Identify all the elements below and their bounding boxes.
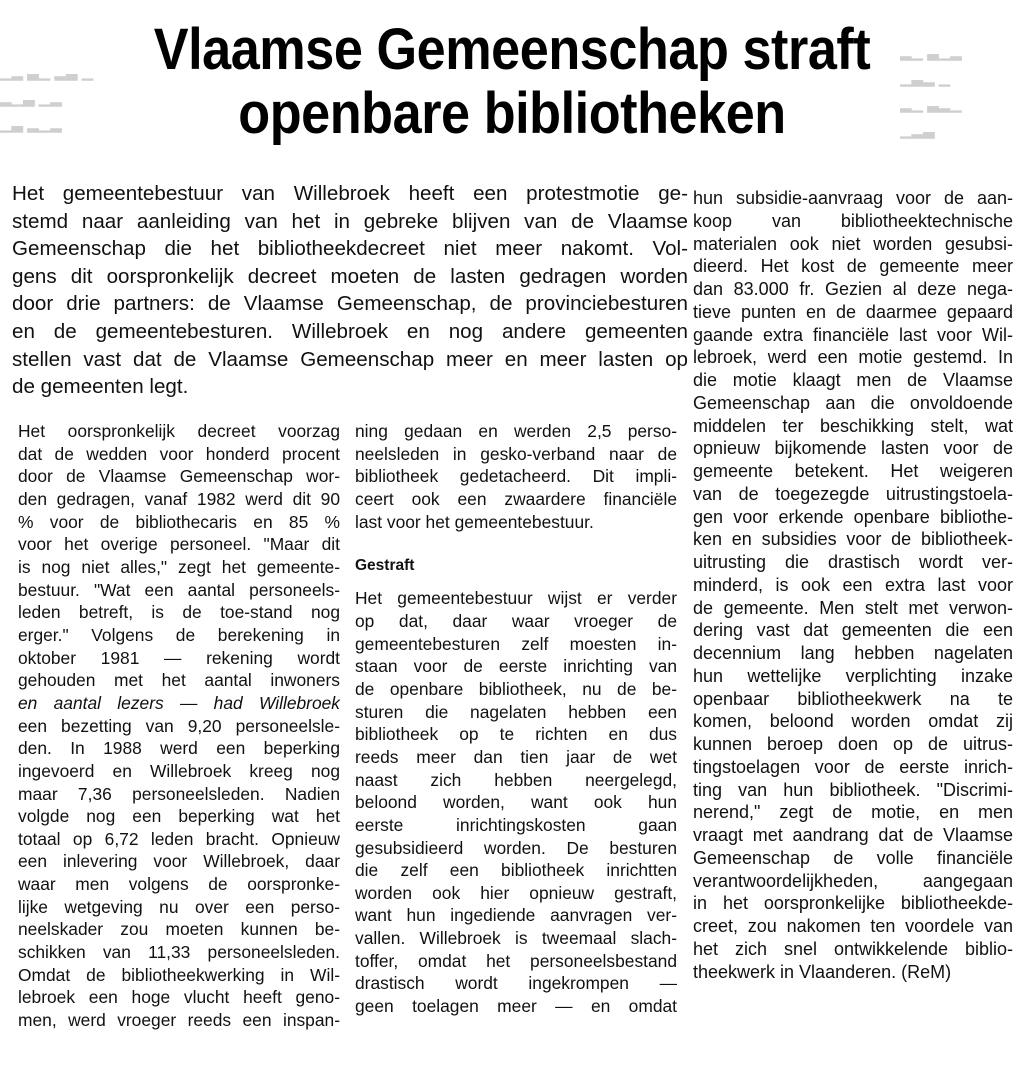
body-line: vallen. Willebroek is tweemaal slach- <box>355 928 677 949</box>
body-line: komen, beloond worden omdat zij <box>693 711 1013 732</box>
body-line: bestuur. "Wat een aantal personeels- <box>18 579 340 600</box>
body-line: een inlevering voor Willebroek, daar <box>18 851 340 872</box>
body-line: neelsleden in gesko-verband naar de <box>355 443 677 464</box>
body-line: openbaar bibliotheekwerk na te <box>693 688 1013 709</box>
body-line: gemeentebesturen zelf moesten in- <box>355 633 677 654</box>
body-line: kunnen beroep doen op de uitrus- <box>693 734 1013 754</box>
body-line: en aantal lezers — had Willebroek <box>18 692 340 713</box>
body-line: creet, zou nakomen ten voordele van <box>693 916 1013 936</box>
body-line: leden betreft, is de toe-stand nog <box>18 602 340 623</box>
body-line: Omdat de bibliotheekwerking in Wil- <box>18 964 340 985</box>
body-line: toffer, omdat het personeelsbestand <box>355 950 677 971</box>
lead-line: door drie partners: de Vlaamse Gemeenschap, de provinciebesturen <box>12 292 688 316</box>
body-line: lebroek, werd een motie gestemd. In <box>693 347 1013 368</box>
body-line: dan 83.000 fr. Gezien al deze nega- <box>693 279 1013 299</box>
body-line: volgde nog een beperking wat het <box>18 806 340 827</box>
body-line: ting van hun bibliotheek. "Discrimi- <box>693 779 1013 800</box>
bleed-through-texture: ▂▁ ▃▁▂ ▁▃▂ ▁ ▂▁ ▃▂▁ ▁▂▃ <box>900 44 962 139</box>
body-line: beloond worden, want ook hun <box>355 792 677 813</box>
body-line: gaande extra financiële last voor Wil- <box>693 324 1013 345</box>
paragraph-gap <box>355 533 677 555</box>
body-line: vraagt met aandrang dat de Vlaamse <box>693 825 1013 845</box>
body-line: op dat, daar waar vroeger de <box>355 610 677 631</box>
section-subheading: Gestraft <box>355 557 415 575</box>
body-line: waar men volgens de oorspronke- <box>18 874 340 895</box>
body-line: naast zich hebben neergelegd, <box>355 769 677 790</box>
body-line: theekwerk in Vlaanderen. (ReM) <box>693 961 952 982</box>
body-line: tingstoelagen voor de eerste inrich- <box>693 756 1013 777</box>
body-line: geen toelagen meer — en omdat <box>355 996 677 1017</box>
body-line: erger." Volgens de berekening in <box>18 624 340 645</box>
body-line: een bezetting van 9,20 personeelsle- <box>18 715 340 736</box>
body-line: den gedragen, vanaf 1982 werd dit 90 <box>18 488 340 509</box>
lead-line: gens dit oorspronkelijk decreet moeten de lasten gedragen worden <box>12 264 688 288</box>
body-line: eerste inrichtingskosten gaan <box>355 814 677 835</box>
body-line: Gemeenschap de volle financiële <box>693 847 1013 868</box>
body-line: Gemeenschap aan die onvoldoende <box>693 392 1013 413</box>
body-line: koop van bibliotheektechnische <box>693 210 1013 231</box>
body-line: reeds meer dan tien jaar de wet <box>355 746 677 767</box>
body-line: gemeente betekent. Het weigeren <box>693 461 1013 481</box>
body-line: in het oorspronkelijke bibliotheekde- <box>693 893 1013 914</box>
lead-line: de gemeenten legt. <box>12 375 189 399</box>
body-line: tieve punten en de daarmee gepaard <box>693 301 1013 322</box>
bleed-through-texture: ▁▂ ▃▁ ▂▃ ▁ ▂▁▃ ▁▂ ▁▃ ▂▁▂ <box>0 64 94 133</box>
body-line: gehouden met het aantal inwoners <box>18 670 340 691</box>
headline-line-1: Vlaamse Gemeenschap straft <box>153 17 871 82</box>
body-line: Het gemeentebestuur wijst er verder <box>355 588 677 609</box>
body-line: drastisch wordt ingekrompen — <box>355 973 677 994</box>
body-line: materialen ook niet worden gesubsi- <box>693 233 1013 254</box>
body-line: decennium lang hebben nagelaten <box>693 643 1013 663</box>
body-line: gen voor erkende openbare bibliothe- <box>693 506 1013 527</box>
body-line: dieerd. Het kost de gemeente meer <box>693 256 1013 277</box>
body-line: van de toegezegde uitrustingstoela- <box>693 483 1013 504</box>
body-line: is nog niet alles," zegt het gemeente- <box>18 556 340 577</box>
body-line: verantwoordelijkheden, aangegaan <box>693 870 1013 891</box>
article-column-1 <box>18 420 340 1032</box>
body-line: lijke wetgeving nu over een perso- <box>18 896 340 917</box>
body-line: den. In 1988 werd een beperking <box>18 738 340 759</box>
body-line: ceert ook een zwaardere financiële <box>355 488 677 509</box>
body-line: want hun ingediende aanvragen ver- <box>355 905 677 926</box>
article-headline <box>51 18 973 146</box>
article-lead-paragraph <box>12 180 688 401</box>
body-line: die motie klaagt men de Vlaamse <box>693 370 1013 390</box>
body-line: staan voor de eerste inrichting van <box>355 656 677 677</box>
body-line: ingevoerd en Willebroek kreeg nog <box>18 760 340 781</box>
lead-line: en de gemeentebesturen. Willebroek en nog andere gemeenten <box>12 319 688 343</box>
body-line: last voor het gemeentebestuur. <box>355 511 594 532</box>
body-line: men, werd vroeger reeds een inspan- <box>18 1010 340 1031</box>
body-line: % voor de bibliothecaris en 85 % <box>18 511 340 532</box>
article-column-3 <box>693 187 1013 983</box>
lead-line: stellen vast dat de Vlaamse Gemeenschap meer en meer lasten op <box>12 347 688 371</box>
body-line: die zelf een bibliotheek inrichtten <box>355 860 677 881</box>
body-line: de openbare bibliotheek, nu de be- <box>355 678 677 699</box>
body-line: maar 7,36 personeelsleden. Nadien <box>18 783 340 804</box>
body-line: Het oorspronkelijk decreet voorzag <box>18 421 340 441</box>
body-line: neelskader zou moeten kunnen be- <box>18 919 340 940</box>
body-line: hun wettelijke verplichting inzake <box>693 665 1013 686</box>
body-line: lebroek een hoge vlucht heeft geno- <box>18 987 340 1008</box>
body-line: nerend," zegt de motie, en men <box>693 802 1013 823</box>
body-line: de gemeente. Men stelt met verwon- <box>693 597 1013 618</box>
body-line: gesubsidieerd worden. De besturen <box>355 837 677 858</box>
body-line: sturen die nagelaten hebben een <box>355 701 677 722</box>
body-line: het zich snel ontwikkelende biblio- <box>693 938 1013 959</box>
headline-line-2: openbare bibliotheken <box>238 81 786 146</box>
body-line: schikken van 11,33 personeelsleden. <box>18 942 340 963</box>
body-line: opnieuw bijkomende lasten voor de <box>693 438 1013 459</box>
lead-line: Gemeenschap die het bibliotheekdecreet niet meer nakomt. Vol- <box>12 237 688 261</box>
body-line: voor het overige personeel. "Maar dit <box>18 534 340 555</box>
body-line: minderd, is ook een extra last voor <box>693 574 1013 595</box>
body-line: worden ook hier opnieuw gestraft, <box>355 882 677 903</box>
body-line: ning gedaan en werden 2,5 perso- <box>355 421 677 441</box>
body-line: uitrusting die drastisch wordt ver- <box>693 552 1013 572</box>
body-line: middelen ter beschikking stelt, wat <box>693 415 1013 436</box>
lead-line: Het gemeentebestuur van Willebroek heeft een protestmotie ge- <box>12 182 688 205</box>
body-line: dering vast dat gemeenten die een <box>693 620 1013 641</box>
body-line: totaal op 6,72 leden bracht. Opnieuw <box>18 828 340 849</box>
body-line: bibliotheek op te richten en dus <box>355 724 677 745</box>
body-line: door de Vlaamse Gemeenschap wor- <box>18 466 340 487</box>
body-line: dat de wedden voor honderd procent <box>18 443 340 464</box>
body-line: bibliotheek gedetacheerd. Dit impli- <box>355 466 677 487</box>
body-line: oktober 1981 — rekening wordt <box>18 647 340 668</box>
body-line: hun subsidie-aanvraag voor de aan- <box>693 188 1013 208</box>
lead-line: stemd naar aanleiding van het in gebreke blijven van de Vlaamse <box>12 209 688 233</box>
article-column-2 <box>355 420 677 1018</box>
body-line: ken en subsidies voor de bibliotheek- <box>693 529 1013 550</box>
